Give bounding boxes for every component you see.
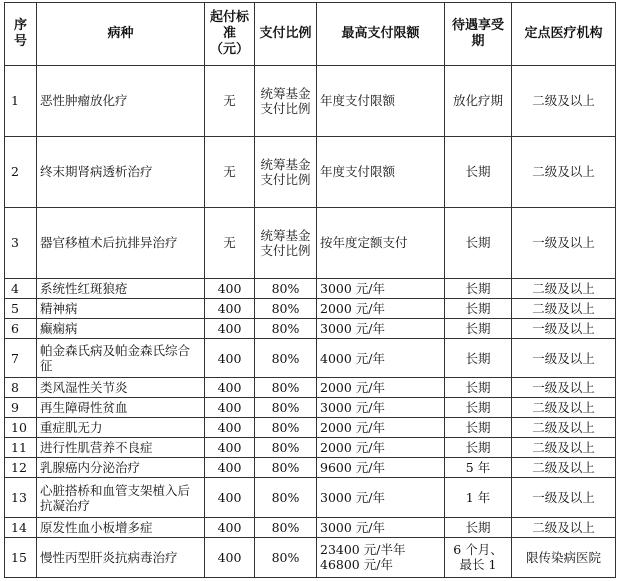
table-row	[5, 418, 616, 438]
table-row	[5, 518, 616, 538]
cell-disease: 乳腺癌内分泌治疗	[37, 458, 205, 478]
cell-disease: 慢性丙型肝炎抗病毒治疗	[37, 537, 205, 577]
cell-threshold: 400	[205, 518, 255, 538]
cell-institution: 二级及以上	[512, 298, 616, 318]
cell-limit: 3000 元/年	[317, 478, 445, 518]
cell-no: 3	[5, 207, 37, 278]
cell-period: 长期	[445, 136, 512, 207]
cell-limit: 4000 元/年	[317, 338, 445, 378]
cell-threshold: 400	[205, 318, 255, 338]
cell-institution: 二级及以上	[512, 438, 616, 458]
cell-institution: 二级及以上	[512, 66, 616, 137]
cell-no: 5	[5, 298, 37, 318]
table-row	[5, 298, 616, 318]
cell-threshold: 400	[205, 438, 255, 458]
cell-disease: 帕金森氏病及帕金森氏综合征	[37, 338, 205, 378]
cell-institution: 二级及以上	[512, 398, 616, 418]
cell-threshold: 400	[205, 458, 255, 478]
cell-threshold: 400	[205, 378, 255, 398]
cell-threshold: 无	[205, 136, 255, 207]
cell-no: 2	[5, 136, 37, 207]
cell-threshold: 400	[205, 298, 255, 318]
table-row	[5, 66, 616, 137]
cell-no: 9	[5, 398, 37, 418]
header-period: 待遇享受期	[445, 3, 512, 66]
cell-period: 长期	[445, 378, 512, 398]
cell-threshold: 400	[205, 537, 255, 577]
cell-institution: 一级及以上	[512, 207, 616, 278]
cell-limit: 3000 元/年	[317, 278, 445, 298]
cell-disease: 终末期肾病透析治疗	[37, 136, 205, 207]
cell-period: 长期	[445, 518, 512, 538]
cell-limit: 3000 元/年	[317, 518, 445, 538]
cell-limit: 2000 元/年	[317, 438, 445, 458]
cell-disease: 癫痫病	[37, 318, 205, 338]
cell-ratio: 80%	[255, 537, 317, 577]
cell-threshold: 400	[205, 338, 255, 378]
cell-no: 13	[5, 478, 37, 518]
cell-ratio: 80%	[255, 438, 317, 458]
cell-period: 6 个月、最长 1	[445, 537, 512, 577]
cell-institution: 一级及以上	[512, 318, 616, 338]
cell-period: 长期	[445, 418, 512, 438]
cell-institution: 二级及以上	[512, 136, 616, 207]
cell-ratio: 80%	[255, 518, 317, 538]
cell-no: 7	[5, 338, 37, 378]
cell-institution: 一级及以上	[512, 378, 616, 398]
header-limit: 最高支付限额	[317, 3, 445, 66]
cell-no: 14	[5, 518, 37, 538]
cell-no: 11	[5, 438, 37, 458]
cell-limit: 23400 元/半年 46800 元/年	[317, 537, 445, 577]
header-ratio: 支付比例	[255, 3, 317, 66]
cell-no: 8	[5, 378, 37, 398]
cell-period: 1 年	[445, 478, 512, 518]
cell-institution: 二级及以上	[512, 418, 616, 438]
header-row	[5, 3, 616, 66]
table-row	[5, 398, 616, 418]
cell-limit: 9600 元/年	[317, 458, 445, 478]
cell-institution: 一级及以上	[512, 478, 616, 518]
cell-institution: 一级及以上	[512, 338, 616, 378]
cell-period: 5 年	[445, 458, 512, 478]
table-row	[5, 278, 616, 298]
table-row	[5, 207, 616, 278]
cell-period: 长期	[445, 298, 512, 318]
header-no: 序号	[5, 3, 37, 66]
cell-no: 15	[5, 537, 37, 577]
cell-limit: 按年度定额支付	[317, 207, 445, 278]
cell-disease: 原发性血小板增多症	[37, 518, 205, 538]
cell-no: 6	[5, 318, 37, 338]
cell-threshold: 400	[205, 418, 255, 438]
cell-ratio: 80%	[255, 318, 317, 338]
cell-disease: 精神病	[37, 298, 205, 318]
cell-ratio: 80%	[255, 298, 317, 318]
cell-disease: 器官移植术后抗排异治疗	[37, 207, 205, 278]
cell-limit: 年度支付限额	[317, 136, 445, 207]
cell-limit: 2000 元/年	[317, 418, 445, 438]
cell-institution: 二级及以上	[512, 278, 616, 298]
cell-ratio: 80%	[255, 398, 317, 418]
cell-institution: 限传染病医院	[512, 537, 616, 577]
header-disease: 病种	[37, 3, 205, 66]
cell-period: 长期	[445, 338, 512, 378]
cell-limit: 3000 元/年	[317, 398, 445, 418]
cell-disease: 重症肌无力	[37, 418, 205, 438]
cell-ratio: 统筹基金支付比例	[255, 136, 317, 207]
cell-ratio: 统筹基金支付比例	[255, 207, 317, 278]
cell-no: 1	[5, 66, 37, 137]
cell-disease: 心脏搭桥和血管支架植入后抗凝治疗	[37, 478, 205, 518]
cell-limit: 2000 元/年	[317, 298, 445, 318]
cell-limit: 3000 元/年	[317, 318, 445, 338]
table-row	[5, 136, 616, 207]
cell-no: 12	[5, 458, 37, 478]
table-row	[5, 478, 616, 518]
table-row	[5, 537, 616, 577]
table-row	[5, 318, 616, 338]
medical-coverage-table	[4, 2, 616, 578]
cell-disease: 再生障碍性贫血	[37, 398, 205, 418]
table-row	[5, 378, 616, 398]
cell-ratio: 80%	[255, 418, 317, 438]
cell-limit: 2000 元/年	[317, 378, 445, 398]
cell-period: 长期	[445, 318, 512, 338]
cell-threshold: 无	[205, 207, 255, 278]
header-institution: 定点医疗机构	[512, 3, 616, 66]
cell-no: 10	[5, 418, 37, 438]
cell-ratio: 80%	[255, 278, 317, 298]
cell-limit: 年度支付限额	[317, 66, 445, 137]
cell-threshold: 400	[205, 278, 255, 298]
cell-period: 长期	[445, 278, 512, 298]
cell-no: 4	[5, 278, 37, 298]
cell-ratio: 80%	[255, 338, 317, 378]
cell-institution: 二级及以上	[512, 458, 616, 478]
cell-institution: 二级及以上	[512, 518, 616, 538]
cell-disease: 进行性肌营养不良症	[37, 438, 205, 458]
cell-period: 长期	[445, 398, 512, 418]
cell-disease: 恶性肿瘤放化疗	[37, 66, 205, 137]
cell-threshold: 无	[205, 66, 255, 137]
cell-ratio: 80%	[255, 378, 317, 398]
cell-ratio: 80%	[255, 458, 317, 478]
cell-threshold: 400	[205, 398, 255, 418]
table-row	[5, 458, 616, 478]
table-row	[5, 338, 616, 378]
cell-threshold: 400	[205, 478, 255, 518]
cell-period: 长期	[445, 438, 512, 458]
cell-ratio: 80%	[255, 478, 317, 518]
cell-period: 长期	[445, 207, 512, 278]
header-threshold: 起付标准（元）	[205, 3, 255, 66]
cell-ratio: 统筹基金支付比例	[255, 66, 317, 137]
table-row	[5, 438, 616, 458]
cell-period: 放化疗期	[445, 66, 512, 137]
cell-disease: 系统性红斑狼疮	[37, 278, 205, 298]
cell-disease: 类风湿性关节炎	[37, 378, 205, 398]
